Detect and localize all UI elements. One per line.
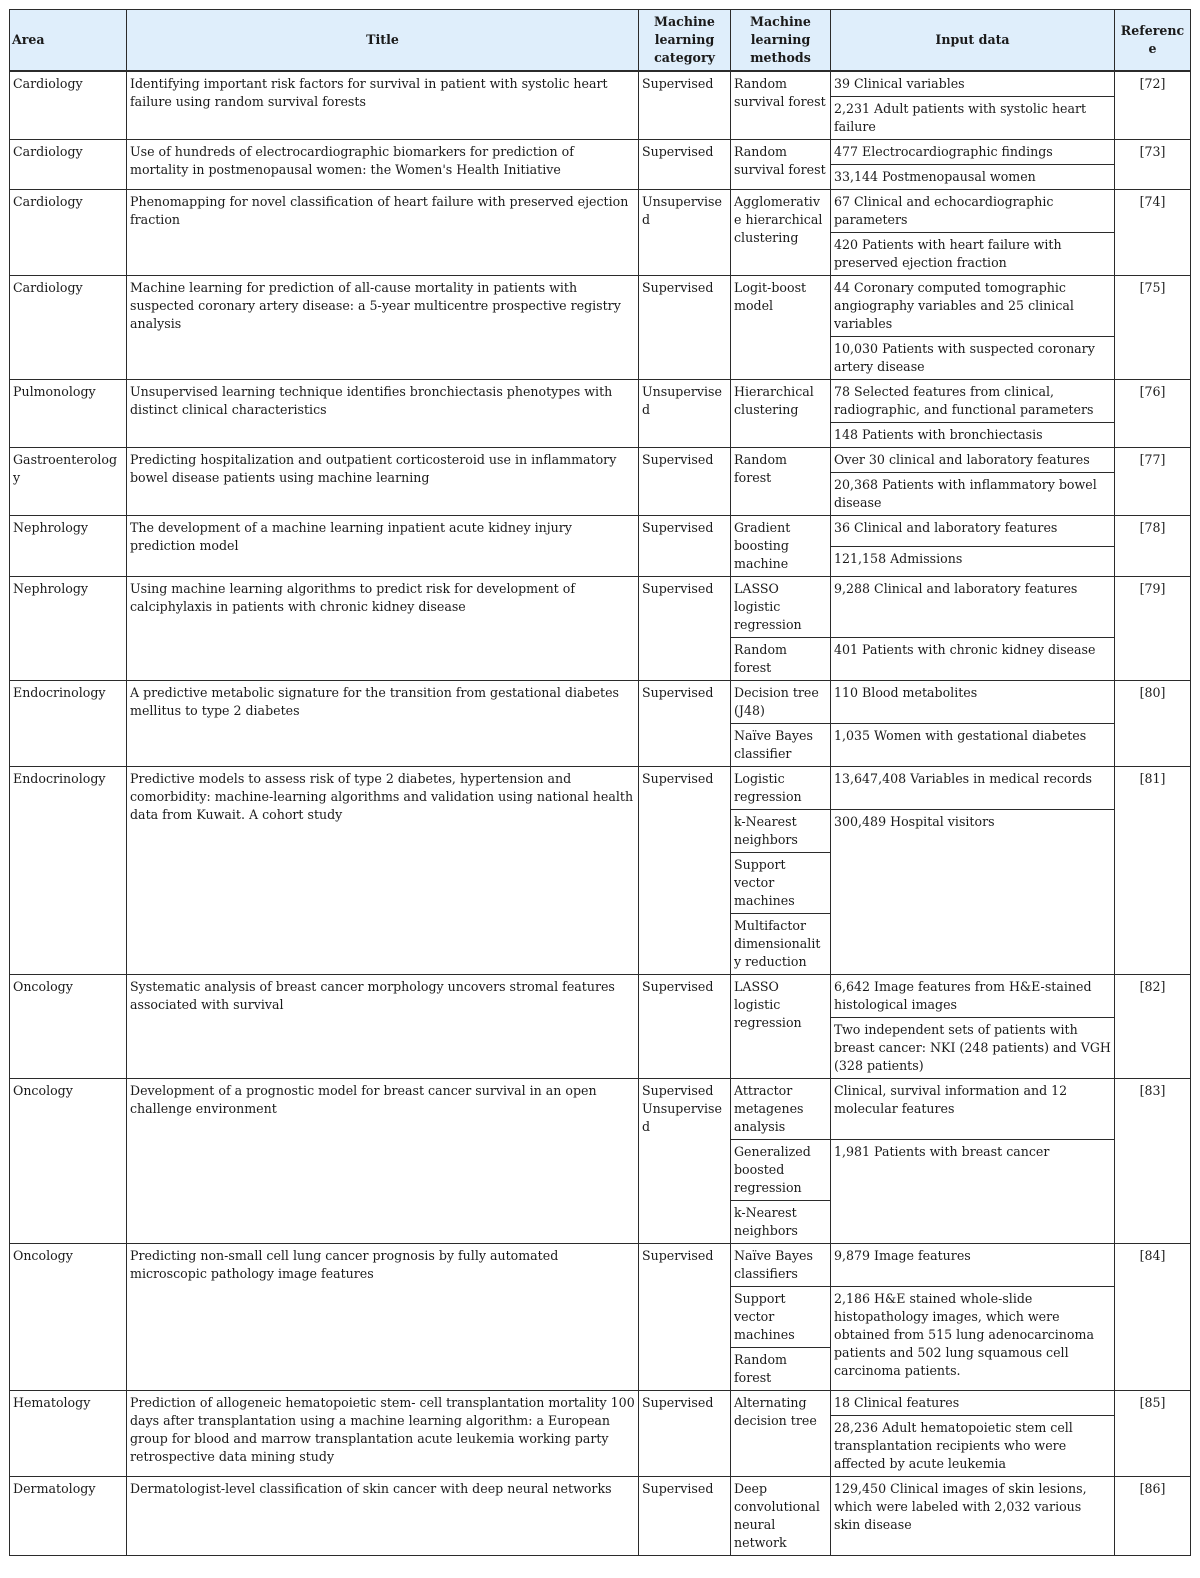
title-cell: Machine learning for prediction of all-cause mortality in patients with suspected coronary artery disease: a 5-year multicentre prospective registry analysis — [127, 276, 639, 380]
table-header — [10, 10, 1191, 72]
input-cell: 121,158 Admissions — [831, 546, 1115, 577]
area-cell: Nephrology — [10, 516, 127, 577]
area-cell: Cardiology — [10, 140, 127, 190]
reference-cell: [86] — [1115, 1477, 1191, 1556]
method-cell: Generalized boosted regression — [731, 1140, 831, 1201]
input-cell: 33,144 Postmenopausal women — [831, 165, 1115, 190]
method-cell: Random survival forest — [731, 140, 831, 190]
reference-cell: [85] — [1115, 1391, 1191, 1477]
table-row — [10, 448, 1191, 473]
table-row — [10, 1244, 1191, 1287]
title-cell: A predictive metabolic signature for the transition from gestational diabetes mellitus to type 2 diabetes — [127, 681, 639, 767]
reference-cell: [83] — [1115, 1079, 1191, 1244]
title-cell: Predictive models to assess risk of type 2 diabetes, hypertension and comorbidity: machine-learning algorithms and validation using national health data from Kuwait. A cohort study — [127, 767, 639, 975]
reference-cell: [79] — [1115, 577, 1191, 681]
input-cell: 67 Clinical and echocardiographic parameters — [831, 190, 1115, 233]
header-area: Area — [10, 10, 127, 72]
method-cell: Logit-boost model — [731, 276, 831, 380]
title-cell: Unsupervised learning technique identifies bronchiectasis phenotypes with distinct clinical characteristics — [127, 380, 639, 448]
method-cell: Deep convolutional neural network — [731, 1477, 831, 1556]
method-cell: Random forest — [731, 1348, 831, 1391]
reference-cell: [72] — [1115, 71, 1191, 140]
area-cell: Endocrinology — [10, 681, 127, 767]
title-cell: The development of a machine learning inpatient acute kidney injury prediction model — [127, 516, 639, 577]
input-cell: 420 Patients with heart failure with preserved ejection fraction — [831, 233, 1115, 276]
title-cell: Dermatologist-level classification of skin cancer with deep neural networks — [127, 1477, 639, 1556]
method-cell: Attractor metagenes analysis — [731, 1079, 831, 1140]
title-cell: Use of hundreds of electrocardiographic biomarkers for prediction of mortality in postmenopausal women: the Women's Health Initiative — [127, 140, 639, 190]
input-cell: 110 Blood metabolites — [831, 681, 1115, 724]
table-row — [10, 516, 1191, 547]
table-container — [9, 9, 1191, 1556]
category-cell: Supervised — [639, 276, 731, 380]
table-row — [10, 577, 1191, 638]
input-cell: 477 Electrocardiographic findings — [831, 140, 1115, 165]
table-row — [10, 71, 1191, 97]
input-cell: Clinical, survival information and 12 molecular features — [831, 1079, 1115, 1140]
reference-cell: [74] — [1115, 190, 1191, 276]
category-cell: Supervised — [639, 1477, 731, 1556]
input-cell: 129,450 Clinical images of skin lesions, which were labeled with 2,032 various skin disease — [831, 1477, 1115, 1556]
table-row — [10, 276, 1191, 337]
method-cell: Hierarchical clustering — [731, 380, 831, 448]
method-cell: Multifactor dimensionality reduction — [731, 914, 831, 975]
reference-cell: [80] — [1115, 681, 1191, 767]
table-row — [10, 1477, 1191, 1556]
reference-cell: [77] — [1115, 448, 1191, 516]
input-cell: 10,030 Patients with suspected coronary artery disease — [831, 337, 1115, 380]
input-cell: 148 Patients with bronchiectasis — [831, 423, 1115, 448]
input-cell: 1,035 Women with gestational diabetes — [831, 724, 1115, 767]
input-cell: 1,981 Patients with breast cancer — [831, 1140, 1115, 1244]
method-cell: Logistic regression — [731, 767, 831, 810]
header-category: Machine learning category — [639, 10, 731, 72]
ml-studies-table — [9, 9, 1191, 1556]
method-cell: LASSO logistic regression — [731, 975, 831, 1079]
input-cell: 44 Coronary computed tomographic angiography variables and 25 clinical variables — [831, 276, 1115, 337]
input-cell: 2,186 H&E stained whole-slide histopathology images, which were obtained from 515 lung adenocarcinoma patients and 502 lung squamous cell carcinoma patients. — [831, 1287, 1115, 1391]
area-cell: Dermatology — [10, 1477, 127, 1556]
category-cell: Supervised — [639, 975, 731, 1079]
area-cell: Oncology — [10, 975, 127, 1079]
title-cell: Prediction of allogeneic hematopoietic stem- cell transplantation mortality 100 days after transplantation using a machine learning algorithm: a European group for blood and marrow transplantation acute leukemia working party retrospective data mining study — [127, 1391, 639, 1477]
reference-cell: [81] — [1115, 767, 1191, 975]
method-cell: Random forest — [731, 448, 831, 516]
input-cell: 13,647,408 Variables in medical records — [831, 767, 1115, 810]
method-cell: k-Nearest neighbors — [731, 1201, 831, 1244]
input-cell: 36 Clinical and laboratory features — [831, 516, 1115, 547]
method-cell: Naïve Bayes classifier — [731, 724, 831, 767]
input-cell: 9,879 Image features — [831, 1244, 1115, 1287]
area-cell: Oncology — [10, 1244, 127, 1391]
table-row — [10, 1391, 1191, 1416]
area-cell: Gastroenterology — [10, 448, 127, 516]
title-cell: Using machine learning algorithms to predict risk for development of calciphylaxis in patients with chronic kidney disease — [127, 577, 639, 681]
method-cell: Random survival forest — [731, 71, 831, 140]
input-cell: 39 Clinical variables — [831, 71, 1115, 97]
header-input: Input data — [831, 10, 1115, 72]
category-cell: Supervised — [639, 681, 731, 767]
reference-cell: [82] — [1115, 975, 1191, 1079]
method-cell: LASSO logistic regression — [731, 577, 831, 638]
area-cell: Endocrinology — [10, 767, 127, 975]
input-cell: 300,489 Hospital visitors — [831, 810, 1115, 975]
category-cell: Supervised — [639, 71, 731, 140]
header-methods: Machine learning methods — [731, 10, 831, 72]
category-cell: Supervised — [639, 140, 731, 190]
method-cell: k-Nearest neighbors — [731, 810, 831, 853]
table-body — [10, 71, 1191, 1556]
table-row — [10, 380, 1191, 423]
area-cell: Cardiology — [10, 190, 127, 276]
category-cell: Supervised — [639, 1391, 731, 1477]
title-cell: Phenomapping for novel classification of heart failure with preserved ejection fraction — [127, 190, 639, 276]
input-cell: 9,288 Clinical and laboratory features — [831, 577, 1115, 638]
method-cell: Naïve Bayes classifiers — [731, 1244, 831, 1287]
category-cell: Supervised — [639, 767, 731, 975]
table-row — [10, 1079, 1191, 1140]
method-cell: Alternating decision tree — [731, 1391, 831, 1477]
reference-cell: [84] — [1115, 1244, 1191, 1391]
input-cell: 401 Patients with chronic kidney disease — [831, 638, 1115, 681]
area-cell: Cardiology — [10, 276, 127, 380]
reference-cell: [73] — [1115, 140, 1191, 190]
method-cell: Decision tree (J48) — [731, 681, 831, 724]
input-cell: 78 Selected features from clinical, radiographic, and functional parameters — [831, 380, 1115, 423]
method-cell: Support vector machines — [731, 853, 831, 914]
category-cell: Unsupervised — [639, 190, 731, 276]
category-cell: Supervised Unsupervised — [639, 1079, 731, 1244]
title-cell: Identifying important risk factors for survival in patient with systolic heart failure using random survival forests — [127, 71, 639, 140]
category-cell: Supervised — [639, 577, 731, 681]
input-cell: Two independent sets of patients with breast cancer: NKI (248 patients) and VGH (328 patients) — [831, 1018, 1115, 1079]
title-cell: Systematic analysis of breast cancer morphology uncovers stromal features associated with survival — [127, 975, 639, 1079]
input-cell: 20,368 Patients with inflammatory bowel disease — [831, 473, 1115, 516]
reference-cell: [76] — [1115, 380, 1191, 448]
table-row — [10, 681, 1191, 724]
input-cell: 28,236 Adult hematopoietic stem cell transplantation recipients who were affected by acute leukemia — [831, 1416, 1115, 1477]
method-cell: Agglomerative hierarchical clustering — [731, 190, 831, 276]
input-cell: 2,231 Adult patients with systolic heart failure — [831, 97, 1115, 140]
table-row — [10, 975, 1191, 1018]
title-cell: Development of a prognostic model for breast cancer survival in an open challenge environment — [127, 1079, 639, 1244]
input-cell: 6,642 Image features from H&E-stained histological images — [831, 975, 1115, 1018]
title-cell: Predicting hospitalization and outpatient corticosteroid use in inflammatory bowel disease patients using machine learning — [127, 448, 639, 516]
category-cell: Supervised — [639, 448, 731, 516]
area-cell: Pulmonology — [10, 380, 127, 448]
category-cell: Unsupervised — [639, 380, 731, 448]
table-row — [10, 190, 1191, 233]
area-cell: Cardiology — [10, 71, 127, 140]
input-cell: Over 30 clinical and laboratory features — [831, 448, 1115, 473]
table-row — [10, 767, 1191, 810]
area-cell: Hematology — [10, 1391, 127, 1477]
area-cell: Nephrology — [10, 577, 127, 681]
method-cell: Support vector machines — [731, 1287, 831, 1348]
title-cell: Predicting non-small cell lung cancer prognosis by fully automated microscopic pathology image features — [127, 1244, 639, 1391]
reference-cell: [75] — [1115, 276, 1191, 380]
table-row — [10, 140, 1191, 165]
input-cell: 18 Clinical features — [831, 1391, 1115, 1416]
header-title: Title — [127, 10, 639, 72]
method-cell: Gradient boosting machine — [731, 516, 831, 577]
area-cell: Oncology — [10, 1079, 127, 1244]
header-reference: Reference — [1115, 10, 1191, 72]
category-cell: Supervised — [639, 1244, 731, 1391]
reference-cell: [78] — [1115, 516, 1191, 577]
category-cell: Supervised — [639, 516, 731, 577]
method-cell: Random forest — [731, 638, 831, 681]
